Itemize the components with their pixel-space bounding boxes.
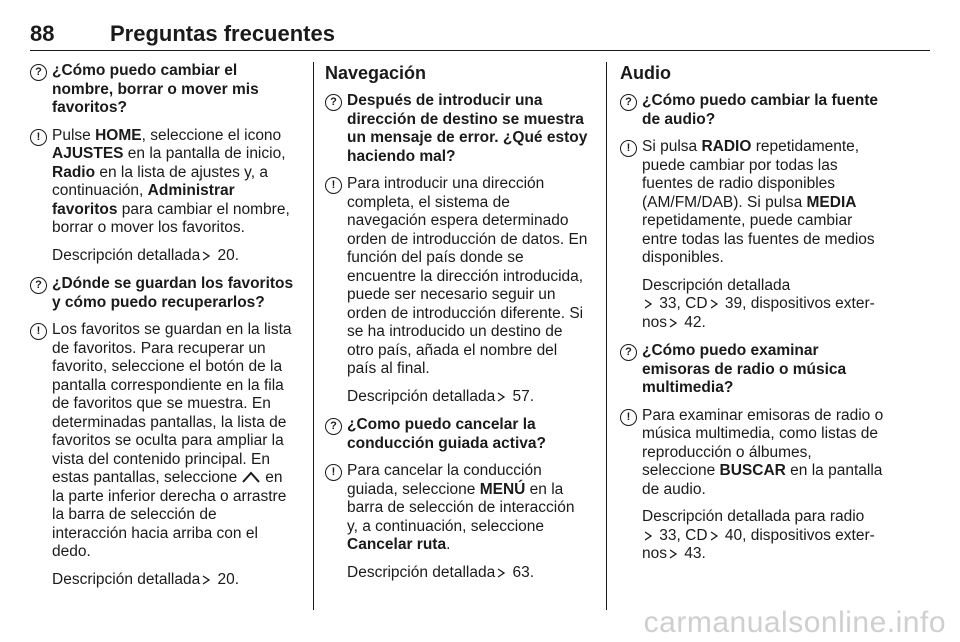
- page-reference-arrow-icon: [202, 575, 210, 585]
- keyword: Radio: [52, 163, 96, 181]
- page-header: [30, 22, 930, 51]
- answer-block: ! Para examinar emisoras de radio o música multimedia, como listas de reproducción o álbumes, seleccione BUSCAR en la pantalla de audio.: [620, 407, 884, 500]
- question-text: ¿Cómo puedo cambiar la fuente de audio?: [642, 92, 878, 128]
- page-reference-arrow-icon: [644, 299, 652, 309]
- reference-line: Descripción detallada 20.: [52, 570, 240, 588]
- keyword: RADIO: [701, 138, 752, 155]
- answer-icon: !: [620, 407, 637, 426]
- question-block: [30, 62, 294, 118]
- question-block: [30, 275, 294, 312]
- answer-icon: !: [325, 462, 342, 481]
- question-icon: ?: [325, 416, 342, 435]
- reference-line: Descripción detallada 57.: [347, 387, 535, 405]
- section-title: Navegación: [325, 63, 427, 83]
- question-block: [620, 342, 884, 398]
- keyword: MENÚ: [479, 480, 526, 498]
- answer-icon: !: [620, 138, 637, 157]
- chevron-up-icon: [241, 470, 261, 484]
- question-icon: ?: [325, 92, 342, 111]
- keyword: MEDIA: [806, 193, 857, 211]
- column-divider: [606, 62, 607, 610]
- keyword: Cancelar ruta: [347, 536, 447, 553]
- question-text: ¿Dónde se guardan los favoritos y cómo puedo recuperarlos?: [52, 275, 294, 311]
- answer-icon: !: [30, 321, 47, 340]
- section-title: Audio: [620, 63, 671, 83]
- answer-icon: !: [325, 175, 342, 194]
- answer-block: ! Para cancelar la conducción guiada, seleccione MENÚ en la barra de selección de interacción y, a continuación, seleccione Cancelar ruta.: [325, 462, 589, 555]
- answer-block: ! Para introducir una dirección completa, el sistema de navegación espera determinado orden de introducción de datos. En función del país donde se encuentre la dirección introducida, puede ser necesario seguir un orden de introducción diferente. Si se ha introducido un destino de otro país, añada el nombre del país al final.: [325, 175, 589, 379]
- question-text: ¿Cómo puedo examinar emisoras de radio o música multimedia?: [642, 342, 847, 396]
- question-text: Después de introducir una dirección de destino se muestra un mensaje de error. ¿Qué estoy haciendo mal?: [347, 92, 588, 165]
- watermark[interactable]: carmanualsonline.info: [643, 606, 946, 639]
- reference-line: Descripción detallada 63.: [347, 563, 535, 581]
- page-reference-arrow-icon: [710, 299, 718, 309]
- reference-line: Descripción detallada 20.: [52, 246, 240, 264]
- page-number: 88: [30, 21, 55, 46]
- page-title: Preguntas frecuentes: [110, 21, 335, 46]
- reference-line: Descripción detallada 33, CD 39, dispositivos exter-nos 42.: [642, 276, 875, 331]
- page-reference-arrow-icon: [669, 549, 677, 559]
- column-favorites: [30, 62, 294, 599]
- question-icon: ?: [30, 62, 47, 81]
- column-divider: [313, 62, 314, 610]
- question-icon: ?: [620, 92, 637, 111]
- keyword: Administrar favoritos: [52, 182, 235, 218]
- page-reference-arrow-icon: [202, 251, 210, 261]
- answer-icon: !: [30, 127, 47, 146]
- reference-line: Descripción detallada para radio 33, CD 40, dispositivos exter-nos 43.: [642, 508, 875, 562]
- answer-block: ! Pulse HOME, seleccione el icono AJUSTES en la pantalla de inicio, Radio en la lista de ajustes y, a continuación, Administrar favoritos para cambiar el nombre, borrar o mover los favoritos.: [30, 127, 294, 238]
- question-block: [620, 92, 884, 129]
- page-reference-arrow-icon: [710, 531, 718, 541]
- answer-block: ! Los favoritos se guardan en la lista de favoritos. Para recuperar un favorito, seleccione el botón de la pantalla correspondiente en la fila de favoritos que se muestra. En determinadas pantallas, la lista de favoritos se oculta para ampliar la vista del contenido principal. En estas pantallas, seleccione en la parte inferior derecha o arrastre la barra de selección de interacción hacia arriba con el dedo.: [30, 321, 294, 562]
- keyword: HOME: [95, 126, 142, 144]
- question-block: [325, 92, 589, 166]
- column-audio: [620, 62, 884, 574]
- answer-block: ! Si pulsa RADIO repetidamente, puede cambiar por todas las fuentes de radio disponibles (AM/FM/DAB). Si pulsa MEDIA repetidamente, puede cambiar entre todas las fuentes de medios disponibles.: [620, 138, 884, 268]
- question-block: [325, 416, 589, 453]
- question-icon: ?: [30, 275, 47, 294]
- keyword: BUSCAR: [719, 462, 786, 479]
- page-reference-arrow-icon: [497, 392, 505, 402]
- keyword: AJUSTES: [52, 145, 124, 162]
- question-text: ¿Cómo puedo cambiar el nombre, borrar o mover mis favoritos?: [52, 62, 259, 116]
- page-reference-arrow-icon: [497, 568, 505, 578]
- column-navigation: [325, 62, 589, 592]
- page-reference-arrow-icon: [669, 318, 677, 328]
- page-reference-arrow-icon: [644, 531, 652, 541]
- question-icon: ?: [620, 342, 637, 361]
- question-text: ¿Como puedo cancelar la conducción guiada activa?: [347, 416, 546, 452]
